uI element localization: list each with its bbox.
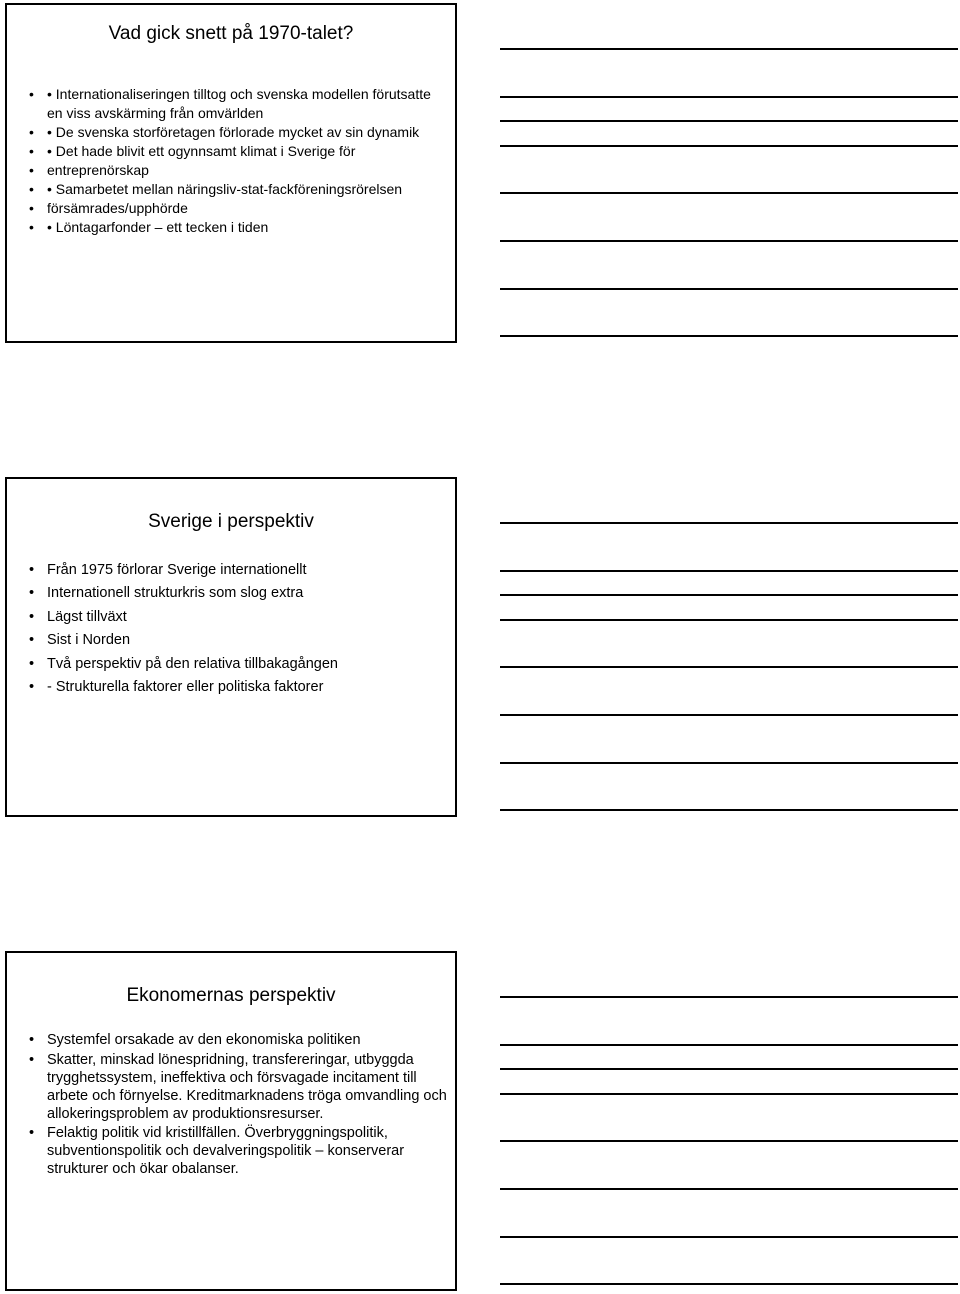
list-item — [29, 582, 447, 605]
bullet-icon: • — [29, 219, 34, 235]
note-line — [500, 1188, 958, 1190]
list-item — [29, 676, 447, 699]
bullet-text: Sist i Norden — [47, 632, 131, 649]
bullet-text: Skatter, minskad lönespridning, transfereringar, utbyggda trygghetssystem, ineffektiva och försvagade incitament till arbete och förnyelse. Kreditmarknadens tröga omvandling och allokeringsproblem av produktionsresurser. — [47, 1051, 447, 1122]
note-line — [500, 522, 958, 524]
bullet-text: försämrades/upphörde — [47, 200, 188, 216]
list-item — [29, 180, 447, 199]
note-line — [500, 335, 958, 337]
bullet-text: • Det hade blivit ett ogynnsamt klimat i Sverige för — [47, 143, 356, 159]
note-line — [500, 1093, 958, 1095]
note-line — [500, 1044, 958, 1046]
bullet-text: • Internationaliseringen tilltog och svenska modellen förutsatte en viss avskärming från omvärlden — [47, 86, 431, 121]
list-item — [29, 142, 447, 161]
note-line — [500, 809, 958, 811]
note-line — [500, 1283, 958, 1285]
slide-1-bullet-list — [29, 85, 447, 237]
note-line — [500, 619, 958, 621]
bullet-text: entreprenörskap — [47, 162, 149, 178]
slide-3 — [5, 951, 457, 1291]
note-line — [500, 288, 958, 290]
bullet-icon: • — [29, 1032, 35, 1048]
bullet-text: • Löntagarfonder – ett tecken i tiden — [47, 219, 269, 235]
list-item — [29, 559, 447, 582]
bullet-text: - Strukturella faktorer eller politiska faktorer — [47, 679, 324, 696]
bullet-icon: • — [29, 143, 34, 159]
note-line — [500, 996, 958, 998]
list-item — [29, 161, 447, 180]
bullet-text: • De svenska storföretagen förlorade mycket av sin dynamik — [47, 124, 420, 140]
bullet-icon: • — [29, 124, 34, 140]
bullet-icon: • — [29, 1051, 35, 1068]
bullet-text: Två perspektiv på den relativa tillbakagången — [47, 655, 338, 672]
note-line — [500, 762, 958, 764]
bullet-icon: • — [29, 162, 34, 178]
slide-3-bullet-list — [29, 1031, 447, 1180]
bullet-text: • Samarbetet mellan näringsliv-stat-fackföreningsrörelsen — [47, 181, 403, 197]
note-line — [500, 1140, 958, 1142]
list-item — [29, 629, 447, 652]
slide-2 — [5, 477, 457, 817]
slide-3-title: Ekonomernas perspektiv — [126, 985, 336, 1006]
note-line — [500, 1236, 958, 1238]
slide-2-bullet-list — [29, 559, 447, 699]
note-line — [500, 570, 958, 572]
bullet-icon: • — [29, 200, 34, 216]
bullet-icon: • — [29, 608, 35, 625]
bullet-text: Från 1975 förlorar Sverige internationellt — [47, 562, 307, 578]
bullet-icon: • — [29, 86, 34, 102]
note-line — [500, 96, 958, 98]
note-line — [500, 714, 958, 716]
note-line — [500, 1068, 958, 1070]
list-item — [29, 606, 447, 629]
note-line — [500, 594, 958, 596]
note-line — [500, 145, 958, 147]
note-line — [500, 120, 958, 122]
list-item — [29, 1124, 447, 1178]
note-line — [500, 240, 958, 242]
list-item — [29, 653, 447, 676]
bullet-icon: • — [29, 679, 35, 696]
bullet-text: Lägst tillväxt — [47, 608, 127, 625]
bullet-icon: • — [29, 562, 35, 578]
note-line — [500, 192, 958, 194]
bullet-text: Systemfel orsakade av den ekonomiska politiken — [47, 1032, 361, 1048]
slide-1-title: Vad gick snett på 1970-talet? — [108, 23, 354, 44]
list-item — [29, 199, 447, 218]
bullet-icon: • — [29, 181, 34, 197]
bullet-text: Felaktig politik vid kristillfällen. Överbryggningspolitik, subventionspolitik och devalveringspolitik – konserverar strukturer och ökar obalanser. — [47, 1125, 405, 1177]
list-item — [29, 1031, 447, 1049]
list-item — [29, 85, 447, 123]
slide-2-title: Sverige i perspektiv — [148, 511, 314, 532]
bullet-icon: • — [29, 632, 35, 649]
slide-1 — [5, 3, 457, 343]
list-item — [29, 123, 447, 142]
bullet-icon: • — [29, 585, 35, 602]
bullet-text: Internationell strukturkris som slog extra — [47, 585, 304, 602]
bullet-icon: • — [29, 1125, 35, 1141]
list-item — [29, 218, 447, 237]
note-line — [500, 48, 958, 50]
list-item — [29, 1051, 447, 1123]
note-line — [500, 666, 958, 668]
bullet-icon: • — [29, 655, 35, 672]
